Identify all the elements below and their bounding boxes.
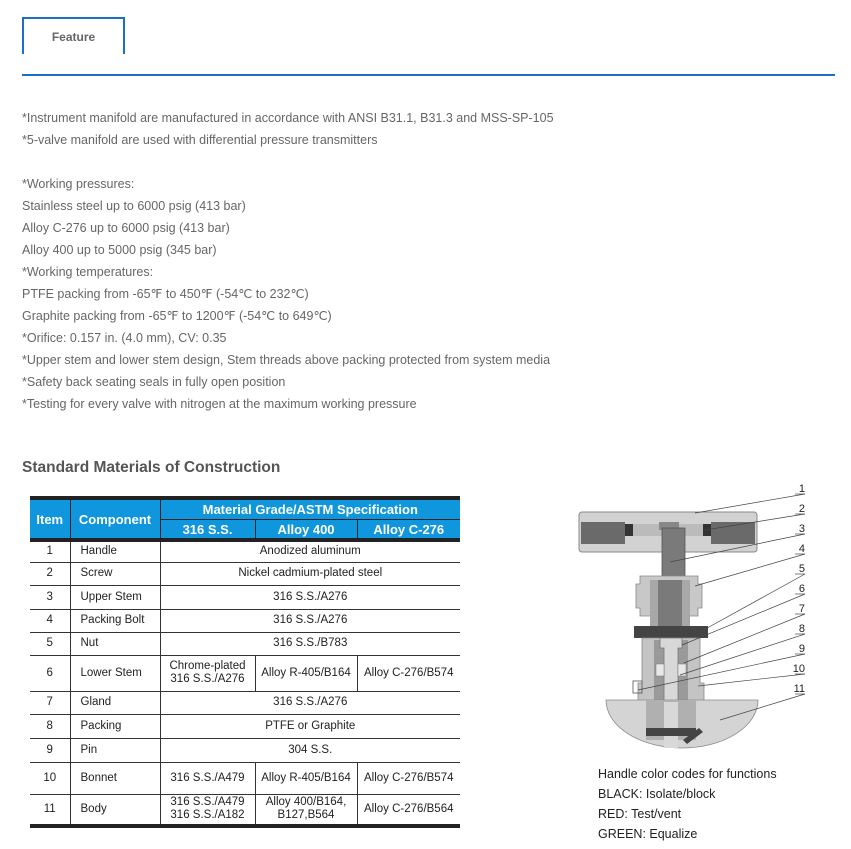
feature-line: *Working temperatures: [22,265,154,279]
cell-material: 316 S.S./A276 [160,585,460,609]
cell-material: PTFE or Graphite [160,714,460,738]
cell-material: 316 S.S./A276 [160,609,460,632]
cell-component: Handle [70,540,160,562]
table-row [30,585,460,609]
feature-line: *Orifice: 0.157 in. (4.0 mm), CV: 0.35 [22,331,227,345]
table-row [30,762,460,794]
callout-5: 5 [798,563,805,575]
header-alloyc276: Alloy C-276 [357,520,460,541]
cell-material: Anodized aluminum [160,540,460,562]
cell-item: 3 [30,585,70,609]
cell-316ss: 316 S.S./A479 316 S.S./A182 [160,794,255,826]
feature-line: *Testing for every valve with nitrogen at the maximum working pressure [22,397,417,411]
cell-item: 7 [30,691,70,714]
feature-line: *5-valve manifold are used with differential pressure transmitters [22,133,378,147]
feature-line: Stainless steel up to 6000 psig (413 bar) [22,199,246,213]
callout-6: 6 [798,583,805,595]
cell-component: Lower Stem [70,655,160,691]
table-row [30,738,460,762]
cell-item: 8 [30,714,70,738]
cell-material: 316 S.S./A276 [160,691,460,714]
materials-table [30,496,460,828]
table-row [30,562,460,585]
section-title: Standard Materials of Construction [22,459,281,476]
feature-line: *Upper stem and lower stem design, Stem threads above packing protected from system media [22,353,551,367]
tab-underline [22,74,835,76]
feature-list [22,107,554,415]
cell-component: Packing Bolt [70,609,160,632]
legend-item-red: RED: Test/vent [598,807,682,821]
feature-line: PTFE packing from -65℉ to 450℉ (-54℃ to 232℃) [22,287,309,301]
table-row [30,540,460,562]
cell-alloy400: Alloy R-405/B164 [255,655,357,691]
cell-item: 1 [30,540,70,562]
cell-component: Packing [70,714,160,738]
cell-item: 2 [30,562,70,585]
legend-title: Handle color codes for functions [598,767,777,781]
cell-item: 11 [30,794,70,826]
cell-alloy400: Alloy 400/B164, B127,B564 [255,794,357,826]
cell-component: Screw [70,562,160,585]
feature-line: Alloy C-276 up to 6000 psig (413 bar) [22,221,230,235]
cell-component: Nut [70,632,160,655]
cell-item: 5 [30,632,70,655]
feature-line: *Instrument manifold are manufactured in accordance with ANSI B31.1, B31.3 and MSS-SP-105 [22,111,554,125]
table-row [30,632,460,655]
callout-7: 7 [798,603,805,615]
callout-8: 8 [798,623,805,635]
valve-cross-section-diagram [570,480,820,755]
cell-component: Body [70,794,160,826]
cell-component: Upper Stem [70,585,160,609]
callout-11: 11 [793,683,805,695]
cell-item: 6 [30,655,70,691]
callout-1: 1 [798,483,805,495]
cell-alloyc276: Alloy C-276/B564 [357,794,460,826]
cell-item: 10 [30,762,70,794]
callout-9: 9 [798,643,805,655]
callout-3: 3 [798,523,805,535]
cell-item: 4 [30,609,70,632]
cell-material: 304 S.S. [160,738,460,762]
header-component: Component [70,498,160,540]
cell-component: Bonnet [70,762,160,794]
cell-component: Gland [70,691,160,714]
cell-item: 9 [30,738,70,762]
legend-item-black: BLACK: Isolate/block [598,787,716,801]
feature-line: Alloy 400 up to 5000 psig (345 bar) [22,243,217,257]
cell-material: 316 S.S./B783 [160,632,460,655]
table-row [30,691,460,714]
legend-item-green: GREEN: Equalize [598,827,698,841]
tab-feature[interactable]: Feature [22,17,125,54]
callout-2: 2 [798,503,805,515]
cell-alloy400: Alloy R-405/B164 [255,762,357,794]
feature-line: *Safety back seating seals in fully open position [22,375,286,389]
feature-line: *Working pressures: [22,177,135,191]
header-material-group: Material Grade/ASTM Specification [160,498,460,520]
handle-color-legend [598,764,777,844]
feature-line: Graphite packing from -65℉ to 1200℉ (-54℃ to 649℃) [22,309,332,323]
cell-material: Nickel cadmium-plated steel [160,562,460,585]
callout-10: 10 [792,663,805,675]
table-row [30,655,460,691]
header-316ss: 316 S.S. [160,520,255,541]
table-row [30,794,460,826]
cell-316ss: Chrome-plated 316 S.S./A276 [160,655,255,691]
callout-4: 4 [798,543,805,555]
cell-316ss: 316 S.S./A479 [160,762,255,794]
header-item: Item [30,498,70,540]
cell-alloyc276: Alloy C-276/B574 [357,655,460,691]
cell-alloyc276: Alloy C-276/B574 [357,762,460,794]
feature-spacer [22,151,554,173]
header-alloy400: Alloy 400 [255,520,357,541]
table-row [30,714,460,738]
cell-component: Pin [70,738,160,762]
table-row [30,609,460,632]
